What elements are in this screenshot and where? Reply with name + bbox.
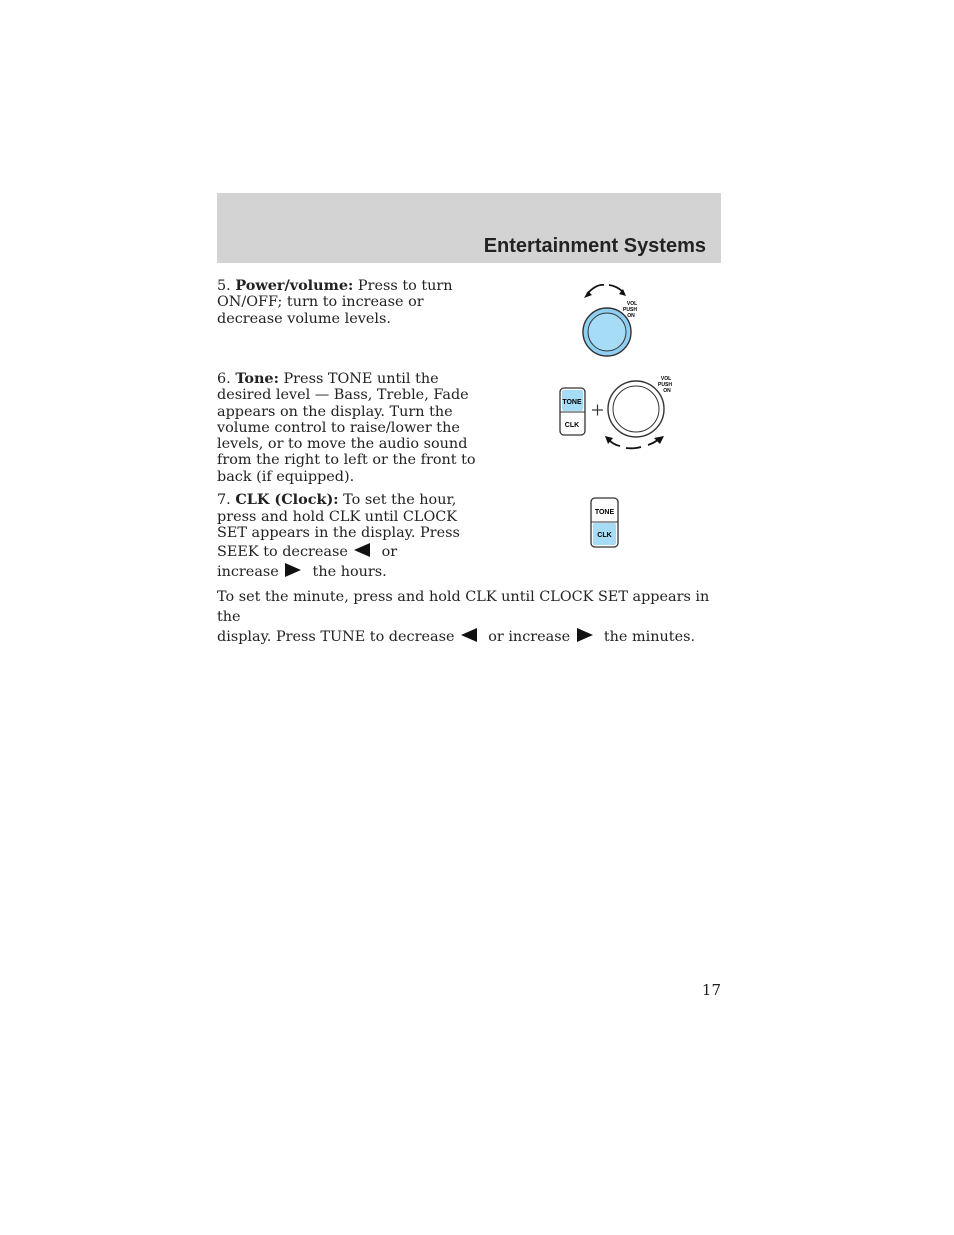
item-text: increase bbox=[217, 564, 279, 581]
tone-control-figure bbox=[556, 372, 686, 454]
item-text: To set the hour, bbox=[343, 492, 457, 508]
rotate-arrows-icon bbox=[609, 439, 659, 448]
knob-label-vol: VOL bbox=[626, 301, 638, 307]
knob-label-vol: VOL bbox=[660, 376, 672, 382]
minute-text: the minutes. bbox=[603, 629, 696, 645]
section-header bbox=[217, 193, 721, 263]
clk-button-label: CLK bbox=[564, 422, 580, 429]
tone-button-label: TONE bbox=[594, 509, 615, 516]
item-text: press and hold CLK until CLOCK bbox=[217, 508, 458, 525]
item-number: 6. bbox=[217, 371, 231, 387]
minute-text: display. Press TUNE to decrease bbox=[217, 629, 455, 645]
clk-button-figure bbox=[588, 496, 622, 550]
item-text: ON/OFF; turn to increase or bbox=[217, 294, 424, 311]
item-text: levels, or to move the audio sound bbox=[217, 436, 468, 453]
tone-button-label: TONE bbox=[562, 399, 582, 406]
power-volume-knob-figure bbox=[570, 278, 650, 360]
decrease-arrow-icon bbox=[352, 542, 372, 558]
knob-label-on: ON bbox=[663, 388, 671, 394]
minute-instructions bbox=[217, 587, 727, 647]
item-text: appears on the display. Turn the bbox=[217, 403, 453, 420]
decrease-arrow-icon bbox=[459, 627, 479, 643]
minute-text: or increase bbox=[488, 629, 571, 645]
knob-label-push: PUSH bbox=[658, 382, 672, 388]
section-title: Entertainment Systems bbox=[483, 235, 706, 257]
item-term: CLK (Clock): bbox=[235, 491, 339, 508]
item-number: 5. bbox=[217, 278, 231, 294]
increase-arrow-icon bbox=[575, 627, 595, 643]
item-term: Power/volume: bbox=[235, 277, 354, 294]
knob-label-push: PUSH bbox=[623, 307, 637, 313]
item-number: 7. bbox=[217, 492, 231, 508]
item-text: volume control to raise/lower the bbox=[217, 419, 460, 436]
item-text: back (if equipped). bbox=[217, 468, 355, 485]
minute-text: To set the minute, press and hold CLK until CLOCK SET appears in the bbox=[217, 589, 710, 625]
item-text: Press to turn bbox=[357, 278, 453, 294]
item-clock bbox=[217, 492, 467, 581]
item-term: Tone: bbox=[235, 370, 279, 387]
item-text: or bbox=[381, 543, 398, 560]
clk-button-label: CLK bbox=[597, 532, 612, 539]
plus-icon bbox=[592, 405, 603, 416]
item-text: the hours. bbox=[312, 564, 387, 581]
increase-arrow-icon bbox=[283, 562, 303, 578]
page-number: 17 bbox=[701, 981, 721, 999]
item-text: decrease volume levels. bbox=[217, 310, 391, 327]
item-text: SEEK to decrease bbox=[217, 543, 348, 560]
item-text: from the right to left or the front to bbox=[217, 452, 476, 469]
item-text: SET appears in the display. Press bbox=[217, 525, 460, 542]
item-power-volume bbox=[217, 278, 467, 327]
item-tone bbox=[217, 371, 477, 485]
item-text: Press TONE until the bbox=[283, 371, 439, 387]
item-text: desired level — Bass, Treble, Fade bbox=[217, 387, 469, 404]
knob-label-on: ON bbox=[627, 313, 635, 319]
rotate-arrows-icon bbox=[587, 285, 623, 294]
